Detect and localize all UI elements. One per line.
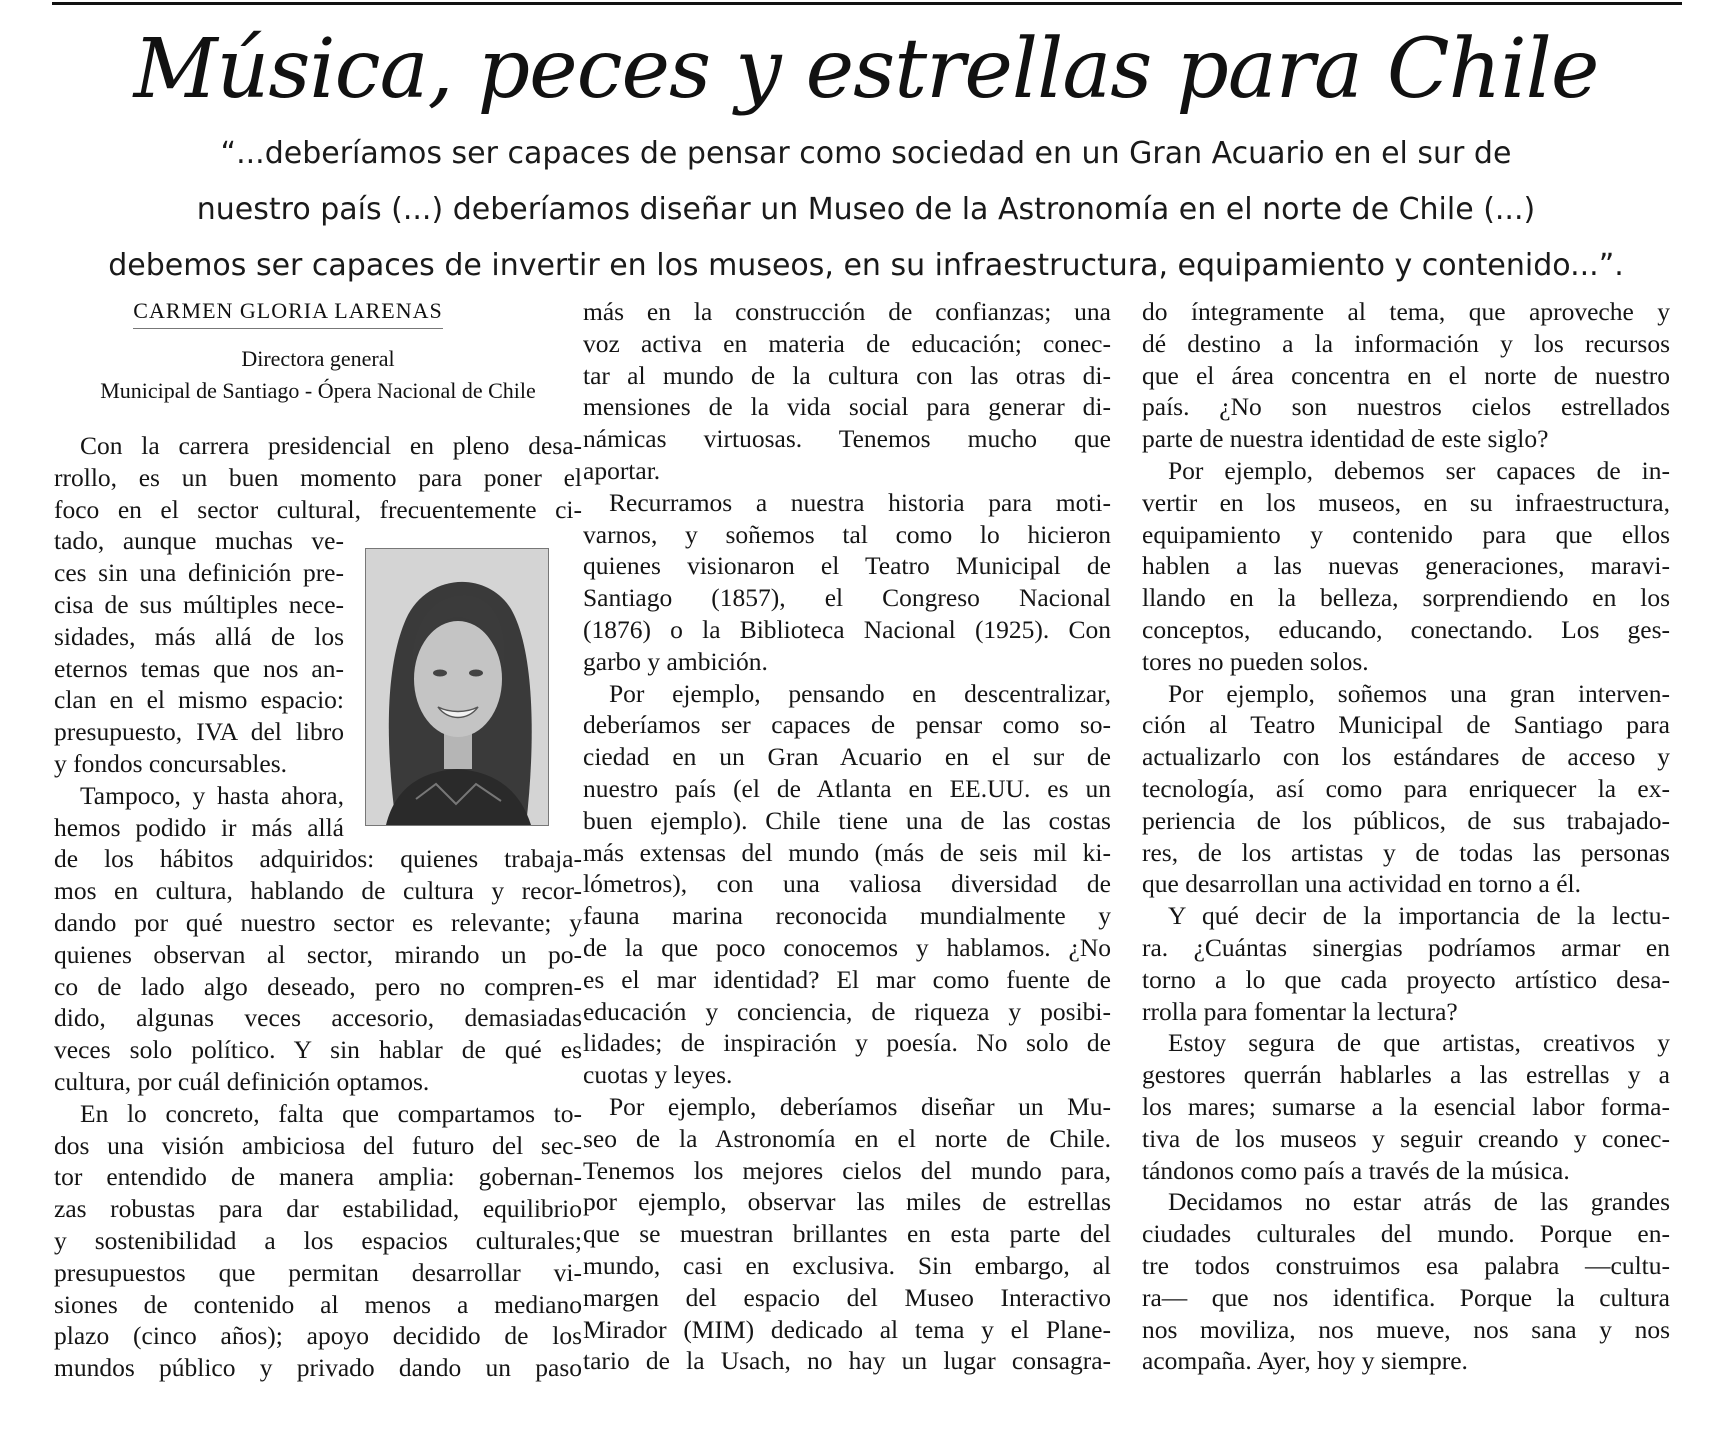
text-line: siones de contenido al menos a mediano — [54, 1289, 582, 1319]
text-line: cuotas y leyes. — [583, 1060, 733, 1090]
article-title: Música, peces y estrellas para Chile — [133, 22, 1599, 117]
author-institution: Municipal de Santiago - Ópera Nacional de Chile — [100, 378, 536, 403]
text-line: Santiago (1857), el Congreso Nacional — [583, 583, 1111, 613]
text-line: tándonos como país a través de la música. — [1142, 1155, 1570, 1185]
text-line: dos una visión ambiciosa del futuro del sec- — [54, 1130, 582, 1160]
text-line: ra— que nos identifica. Porque la cultura — [1142, 1282, 1670, 1312]
text-line: actualizarlo con los estándares de acceso y — [1142, 742, 1670, 772]
text-line: nos moviliza, nos mueve, nos sana y nos — [1142, 1314, 1670, 1344]
text-line: dando por qué nuestro sector es relevante; y — [54, 907, 582, 937]
text-line: veces solo político. Y sin hablar de qué es — [54, 1035, 582, 1065]
text-line: nuestro país (el de Atlanta en EE.UU. es un — [583, 773, 1111, 803]
text-line: res, de los artistas y de todas las personas — [1142, 837, 1670, 867]
text-line: parte de nuestra identidad de este siglo? — [1142, 424, 1549, 454]
text-line: cisa de sus múltiples nece- — [54, 589, 344, 619]
text-line: fauna marina reconocida mundialmente y — [583, 901, 1111, 931]
text-line: de los hábitos adquiridos: quienes trabaja- — [54, 844, 582, 874]
text-line: educación y conciencia, de riqueza y posibi- — [583, 996, 1111, 1026]
text-line: tor entendido de manera amplia: gobernan- — [54, 1162, 582, 1192]
text-line: presupuesto, IVA del libro — [54, 717, 344, 747]
text-line: acompaña. Ayer, hoy y siempre. — [1142, 1346, 1468, 1376]
text-line: deberíamos ser capaces de pensar como so- — [583, 710, 1111, 740]
text-line: ces sin una definición pre- — [54, 558, 344, 588]
text-line: más en la construcción de confianzas; una — [583, 297, 1111, 326]
text-line: quienes visionaron el Teatro Municipal de — [583, 551, 1111, 581]
text-line: y sostenibilidad a los espacios culturales; — [54, 1225, 582, 1255]
author-name: CARMEN GLORIA LARENAS — [133, 296, 442, 329]
text-line: Estoy segura de que artistas, creativos y — [1168, 1028, 1670, 1058]
text-line: dido, algunas veces accesorio, demasiadas — [54, 1003, 582, 1033]
text-line: co de lado algo deseado, pero no compren- — [54, 971, 582, 1001]
text-line: lidades; de inspiración y poesía. No solo de — [583, 1028, 1111, 1058]
text-line: hemos podido ir más allá — [54, 812, 344, 842]
text-line: hablen a las nuevas generaciones, maravi- — [1142, 551, 1670, 581]
text-line: tario de la Usach, no hay un lugar consagra- — [583, 1346, 1111, 1376]
text-line: de la que poco conocemos y hablamos. ¿No — [583, 932, 1111, 962]
text-line: Y qué decir de la importancia de la lectu- — [1168, 901, 1670, 931]
text-line: mundos público y privado dando un paso — [54, 1353, 582, 1383]
text-line: Decidamos no estar atrás de las grandes — [1168, 1187, 1670, 1217]
text-line: mensiones de la vida social para generar di- — [583, 392, 1111, 422]
text-line: los mares; sumarse a la esencial labor forma- — [1142, 1091, 1670, 1121]
text-line: ciedad en un Gran Acuario en el sur de — [583, 742, 1111, 772]
text-line: más extensas del mundo (más de seis mil ki- — [583, 837, 1111, 867]
article-deck-quote — [40, 126, 1692, 294]
text-line: tado, aunque muchas ve- — [54, 526, 344, 556]
text-line: que desarrollan una actividad en torno a él. — [1142, 869, 1581, 899]
text-line: Tenemos los mejores cielos del mundo para, — [583, 1155, 1111, 1185]
text-line: seo de la Astronomía en el norte de Chile. — [583, 1123, 1111, 1153]
text-line: rrollo, es un buen momento para poner el — [54, 462, 582, 492]
text-line: eternos temas que nos an- — [54, 653, 344, 683]
text-line: periencia de los públicos, de sus trabajado- — [1142, 805, 1670, 835]
text-line: tre todos construimos esa palabra —cultu- — [1142, 1250, 1670, 1280]
text-line: Por ejemplo, soñemos una gran interven- — [1168, 678, 1670, 708]
text-line: es el mar identidad? El mar como fuente de — [583, 964, 1111, 994]
text-line: conceptos, educando, conectando. Los ges- — [1142, 614, 1670, 644]
column-3 — [1142, 296, 1670, 1377]
text-line: clan en el mismo espacio: — [54, 685, 344, 715]
text-line: tiva de los museos y seguir creando y conec- — [1142, 1123, 1670, 1153]
top-rule — [52, 2, 1682, 5]
text-line: mos en cultura, hablando de cultura y recor- — [54, 876, 582, 906]
text-line: cultura, por cuál definición optamos. — [54, 1066, 430, 1096]
text-line: ciudades culturales del mundo. Porque en- — [1142, 1219, 1670, 1249]
text-line: Por ejemplo, pensando en descentralizar, — [609, 678, 1111, 708]
text-line: ra. ¿Cuántas sinergias podríamos armar en — [1142, 932, 1670, 962]
deck-line: debemos ser capaces de invertir en los museos, en su infraestructura, equipamiento y contenido...”. — [108, 248, 1624, 283]
text-line: Tampoco, y hasta ahora, — [80, 780, 344, 810]
text-line: Con la carrera presidencial en pleno desa- — [80, 431, 582, 460]
text-line: voz activa en materia de educación; conec- — [583, 328, 1111, 358]
text-line: varnos, y soñemos tal como lo hicieron — [583, 519, 1111, 549]
text-line: Por ejemplo, deberíamos diseñar un Mu- — [609, 1091, 1111, 1121]
text-line: ción al Teatro Municipal de Santiago para — [1142, 710, 1670, 740]
text-line: país. ¿No son nuestros cielos estrellados — [1142, 392, 1670, 422]
text-line: tar al mundo de la cultura con las otras di- — [583, 360, 1111, 390]
text-line: torno a lo que cada proyecto artístico desa- — [1142, 964, 1670, 994]
deck-line: “...deberíamos ser capaces de pensar como sociedad en un Gran Acuario en el sur de — [220, 136, 1512, 171]
text-line: llando en la belleza, sorprendiendo en los — [1142, 583, 1670, 613]
text-line: En lo concreto, falta que compartamos to- — [80, 1098, 582, 1128]
text-line: y fondos concursables. — [54, 748, 287, 778]
text-line: mundo, casi en exclusiva. Sin embargo, al — [583, 1250, 1111, 1280]
text-line: aportar. — [583, 455, 661, 485]
text-line: que el área concentra en el norte de nuestro — [1142, 360, 1670, 390]
text-line: plazo (cinco años); apoyo decidido de los — [54, 1321, 582, 1351]
text-line: do íntegramente al tema, que aproveche y — [1142, 297, 1670, 326]
column-1 — [54, 430, 582, 1384]
text-line: gestores querrán hablarles a las estrellas y a — [1142, 1060, 1670, 1090]
text-line: margen del espacio del Museo Interactivo — [583, 1282, 1111, 1312]
text-line: tecnología, así como para enriquecer la ex- — [1142, 773, 1670, 803]
text-line: presupuestos que permitan desarrollar vi- — [54, 1257, 582, 1287]
author-role: Directora general — [241, 346, 395, 371]
text-line: Por ejemplo, debemos ser capaces de in- — [1168, 455, 1670, 485]
text-line: que se muestran brillantes en esta parte del — [583, 1219, 1111, 1249]
text-line: (1876) o la Biblioteca Nacional (1925). Con — [583, 614, 1111, 644]
text-line: zas robustas para dar estabilidad, equilibrio — [54, 1194, 582, 1224]
byline — [54, 296, 582, 407]
text-line: foco en el sector cultural, frecuentemente ci- — [54, 494, 582, 524]
column-2 — [583, 296, 1111, 1377]
text-line: garbo y ambición. — [583, 646, 768, 676]
text-line: rrolla para fomentar la lectura? — [1142, 996, 1458, 1026]
text-line: buen ejemplo). Chile tiene una de las costas — [583, 805, 1111, 835]
text-line: Recurramos a nuestra historia para moti- — [609, 487, 1111, 517]
text-line: equipamiento y contenido para que ellos — [1142, 519, 1670, 549]
text-line: lómetros), con una valiosa diversidad de — [583, 869, 1111, 899]
text-line: quienes observan al sector, mirando un po- — [54, 939, 582, 969]
text-line: sidades, más allá de los — [54, 621, 344, 651]
text-line: vertir en los museos, en su infraestructura, — [1142, 487, 1670, 517]
text-line: por ejemplo, observar las miles de estrellas — [583, 1187, 1111, 1217]
text-line: dé destino a la información y los recursos — [1142, 328, 1670, 358]
deck-line: nuestro país (...) deberíamos diseñar un Museo de la Astronomía en el norte de Chile (...) — [196, 192, 1536, 227]
text-line: námicas virtuosas. Tenemos mucho que — [583, 424, 1111, 454]
text-line: tores no pueden solos. — [1142, 646, 1369, 676]
text-line: Mirador (MIM) dedicado al tema y el Plane- — [583, 1314, 1111, 1344]
